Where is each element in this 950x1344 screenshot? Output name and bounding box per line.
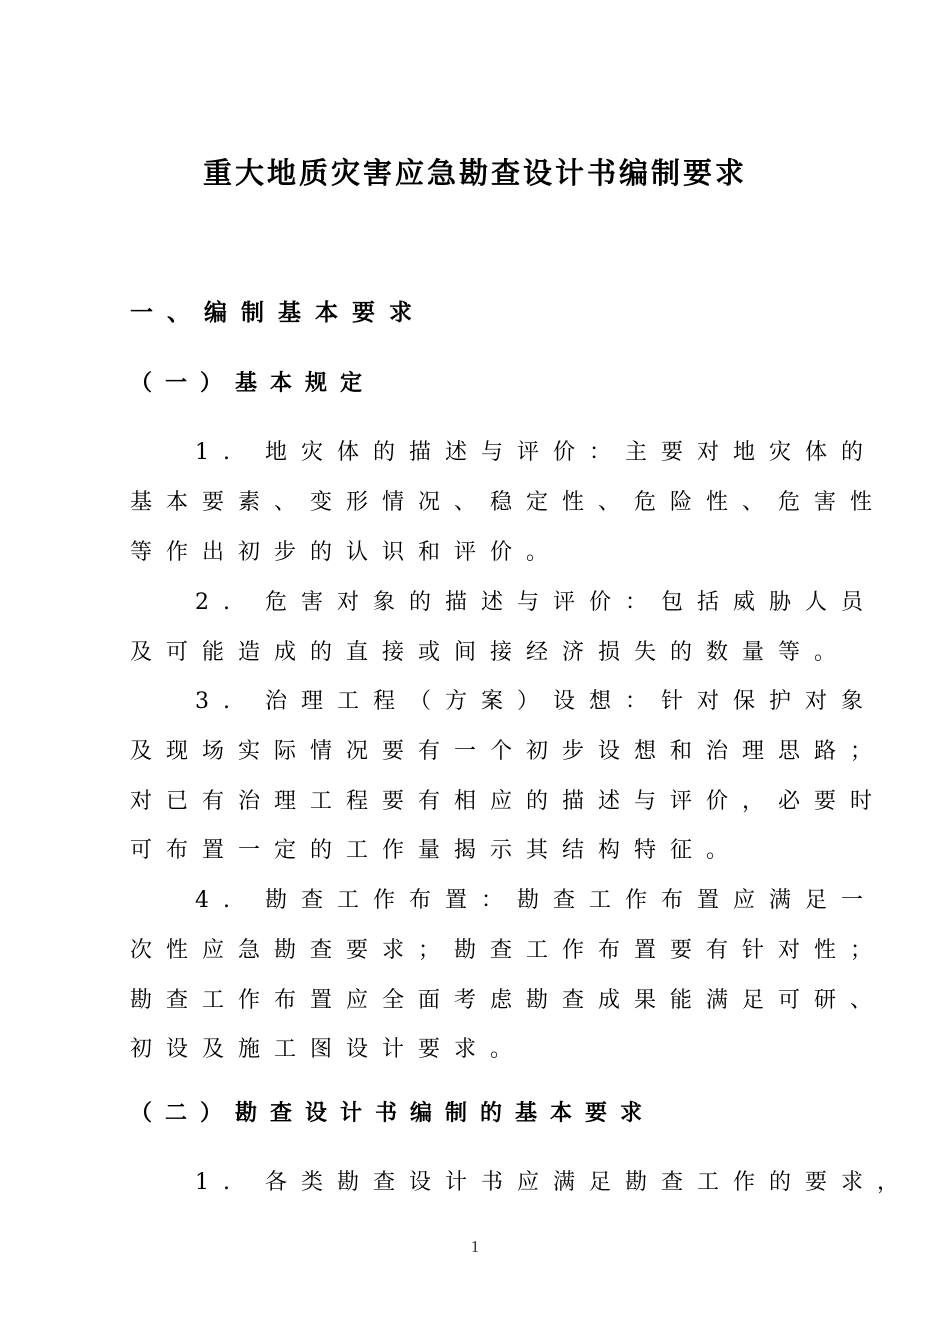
paragraph-line: 可布置一定的工作量揭示其结构特征。 — [130, 838, 743, 863]
page-number: 1 — [470, 1237, 480, 1256]
paragraph-line: 2. 危害对象的描述与评价：包括威胁人员 — [195, 590, 877, 615]
paragraph-line: 基本要素、变形情况、稳定性、危险性、危害性 — [130, 490, 887, 515]
paragraph-line: 及现场实际情况要有一个初步设想和治理思路； — [130, 739, 887, 764]
paragraph-line: 3. 治理工程（方案）设想：针对保护对象 — [195, 689, 877, 714]
paragraph-line: 初设及施工图设计要求。 — [130, 1037, 527, 1062]
document-title: 重大地质灾害应急勘查设计书编制要求 — [202, 156, 747, 190]
paragraph-line: 及可能造成的直接或间接经济损失的数量等。 — [130, 640, 851, 665]
paragraph-line: 4. 勘查工作布置：勘查工作布置应满足一 — [195, 888, 877, 913]
paragraph-line: 1. 地灾体的描述与评价：主要对地灾体的 — [195, 440, 877, 465]
subsection-heading-2: （二）勘查设计书编制的基本要求 — [130, 1101, 656, 1126]
paragraph-line: 1. 各类勘查设计书应满足勘查工作的要求， — [195, 1170, 913, 1195]
subsection-heading-1: （一）基本规定 — [130, 371, 376, 396]
paragraph-line: 勘查工作布置应全面考虑勘查成果能满足可研、 — [130, 988, 887, 1013]
paragraph-line: 等作出初步的认识和评价。 — [130, 540, 563, 565]
section-heading-1: 一、编制基本要求 — [130, 300, 426, 326]
paragraph-line: 次性应急勘查要求；勘查工作布置要有针对性； — [130, 938, 887, 963]
paragraph-line: 对已有治理工程要有相应的描述与评价，必要时 — [130, 789, 887, 814]
